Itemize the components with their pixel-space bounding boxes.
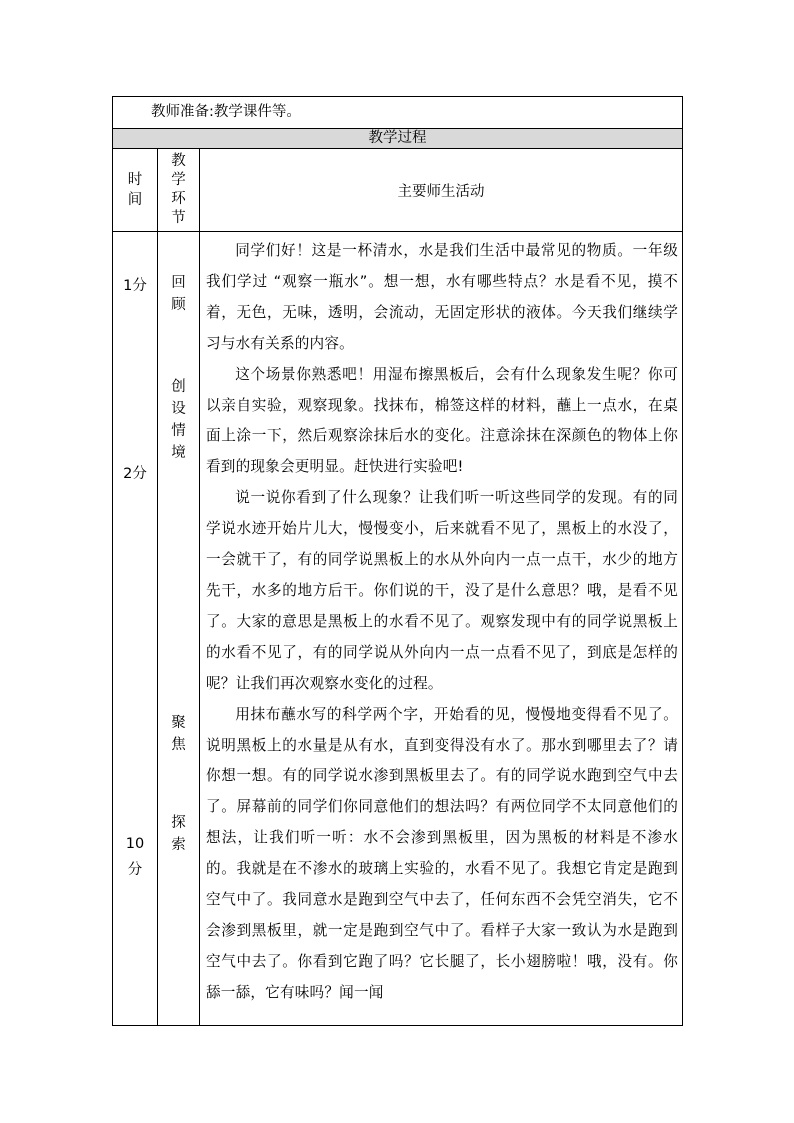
process-title: 教学过程 [113,129,683,149]
stage-review-label: 回顾 [171,275,186,313]
time-column [113,232,158,1026]
stage-explore-label: 探索 [171,815,186,853]
stage-focus-label: 聚焦 [171,715,186,753]
time-2: 2分 [123,466,147,482]
stage-explore [158,812,199,856]
paragraph-situation: 这个场景你熟悉吧！用湿布擦黑板后，会有什么现象发生呢？你可以亲自实验，观察现象。找抹布，棉签这样的材料，蘸上一点水，在桌面上涂一下，然后观察涂抹后水的变化。注意涂抹在深颜色的物体上你看到的现象会更明显。赶快进行实验吧! [206,365,679,476]
stage-situation [158,376,199,464]
time-3-number: 10 [125,836,145,852]
header-time-label: 时间 [127,172,143,208]
activity-column [200,232,683,1026]
stage-focus [158,712,199,756]
paragraph-review: 同学们好！这是一杯清水，水是我们生活中最常见的物质。一年级我们学过 “观察一瓶水”。想一想，水有哪些特点？水是看不见，摸不着，无色，无味，透明，会流动，无固定形状的液体。今天我们继续学习与水有关系的内容。 [206,242,679,352]
paragraph-explore: 用抹布蘸水写的科学两个字，开始看的见，慢慢地变得看不见了。说明黑板上的水量是从有水，直到变得没有水了。那水到哪里去了？请你想一想。有的同学说水渗到黑板里去了。有的同学说水跑到空气中去了。屏幕前的同学们你同意他们的想法吗？有两位同学不太同意他们的想法，让我们听一听：水不会渗到黑板里，因为黑板的材料是不渗水的。我就是在不渗水的玻璃上实验的，水看不见了。我想它肯定是跑到空气中了。我同意水是跑到空气中去了，任何东西不会凭空消失，它不会渗到黑板里，就一定是跑到空气中了。看样子大家一致认为水是跑到空气中去了。你看到它跑了吗？它长腿了，长小翅膀啦！哦，没有。你舔一舔，它有味吗？闻一闻 [206,705,679,1001]
lesson-plan-table [112,96,683,1026]
header-stage [158,149,200,232]
time-1: 1分 [123,278,147,294]
paragraph-observation: 说一说你看到了什么现象？让我们听一听这些同学的发现。有的同学说水迹开始片儿大，慢慢变小，后来就看不见了，黑板上的水没了，一会就干了，有的同学说黑板上的水从外向内一点一点干，水少的地方先干，水多的地方后干。你们说的干，没了是什么意思？哦，是看不见了。大家的意思是黑板上的水看不见了。观察发现中有的同学说黑板上的水看不见了，有的同学说从外向内一点一点看不见了，到底是怎样的呢？让我们再次观察水变化的过程。 [206,489,679,692]
teacher-prep: 教师准备:教学课件等。 [113,97,683,129]
header-time [113,149,158,232]
stage-review [158,272,199,316]
stage-column [158,232,200,1026]
stage-situation-label: 创设情境 [171,379,186,461]
header-stage-label: 教学环节 [171,153,186,226]
header-activity: 主要师生活动 [200,149,683,232]
time-3-unit: 分 [127,862,143,878]
